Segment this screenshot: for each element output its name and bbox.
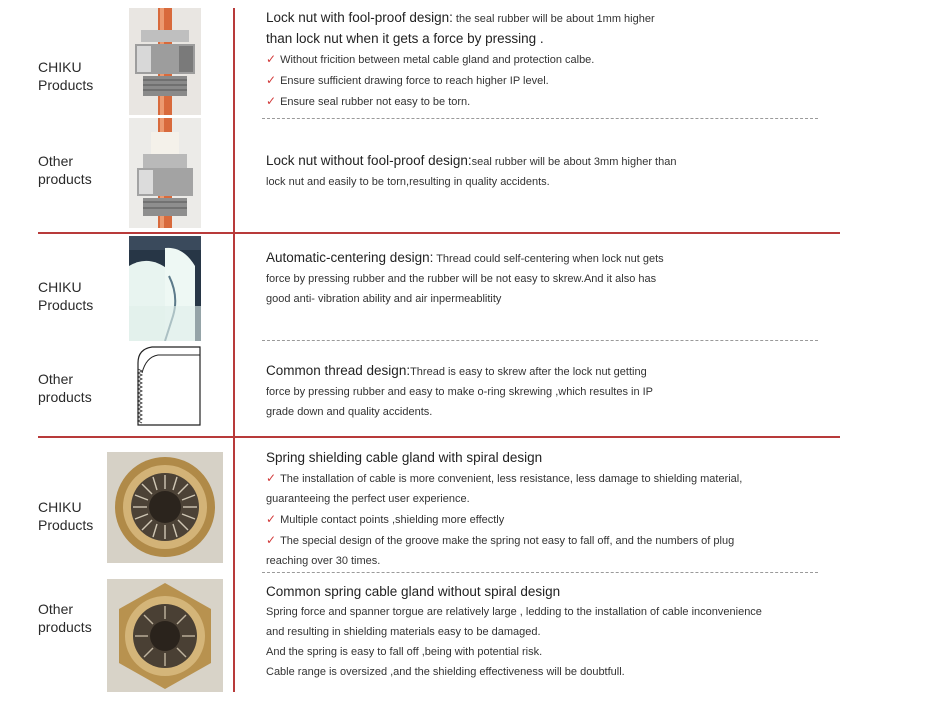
row-divider-2 <box>262 340 818 341</box>
row-divider-3 <box>262 572 818 573</box>
row-label-other-spring: Other products <box>38 601 92 635</box>
check-icon: ✓ <box>266 533 277 547</box>
heading: Lock nut with fool-proof design: <box>266 10 453 25</box>
section-divider-1 <box>38 232 840 234</box>
thread-diagram <box>134 343 202 427</box>
other-thread-text: Common thread design:Thread is easy to skrew after the lock nut getting force by pressing rubber and easy to make o-ring skrewing ,which resultes in IP grade down and quality accidents. <box>266 363 654 418</box>
chiku-spring-gland-photo <box>107 452 223 563</box>
check-icon: ✓ <box>266 512 277 526</box>
other-lock-nut-text: Lock nut without fool-proof design:seal rubber will be about 3mm higher than lock nut and easily to be torn,resulting in quality accidents. <box>266 153 677 188</box>
other-spring-gland-photo <box>107 579 223 692</box>
chiku-lock-nut-text: Lock nut with fool-proof design: the seal rubber will be about 1mm higher than lock nut when it gets a force by pressing . ✓ Without fricition between metal cable gland and protection calbe. ✓ Ensure sufficient drawing force to reach higher IP level. ✓ Ensure seal rubber not easy to be torn. <box>266 10 655 108</box>
heading: Common thread design: <box>266 363 411 378</box>
row-label-chiku-spring: CHIKU Products <box>38 499 94 533</box>
check-icon: ✓ <box>266 52 277 66</box>
heading: Common spring cable gland without spiral design <box>266 584 561 599</box>
heading: Lock nut without fool-proof design: <box>266 153 472 168</box>
heading: Automatic-centering design: <box>266 250 434 265</box>
chiku-spring-text: Spring shielding cable gland with spiral design ✓ The installation of cable is more convenient, less resistance, less damage to shielding material, guaranteeing the perfect user experience. ✓ Multiple contact points ,shielding more effectly ✓ The special design of the groove make the spring not easy to fall off, and the numbers of plug reaching over 30 times. <box>266 448 836 571</box>
chiku-lock-nut-photo <box>129 8 201 115</box>
vertical-divider-middle <box>233 234 235 436</box>
row-label-chiku-lock-nut: CHIKU Products <box>38 59 94 93</box>
row-label-chiku-thread: CHIKU Products <box>38 279 94 313</box>
row-label-other-lock-nut: Other products <box>38 153 92 187</box>
chiku-thread-photo <box>129 236 201 341</box>
section-divider-2 <box>38 436 840 438</box>
vertical-divider-top <box>233 8 235 232</box>
chiku-thread-text: Automatic-centering design: Thread could self-centering when lock nut gets force by pressing rubber and the rubber will be not easy to skrew.And it also has good anti- vibration ability and air inpermeablitity <box>266 250 664 305</box>
vertical-divider-bottom <box>233 438 235 692</box>
row-label-other-thread: Other products <box>38 371 92 405</box>
check-icon: ✓ <box>266 94 277 108</box>
other-lock-nut-photo <box>129 118 201 228</box>
check-icon: ✓ <box>266 471 277 485</box>
check-icon: ✓ <box>266 73 277 87</box>
heading: Spring shielding cable gland with spiral design <box>266 450 543 465</box>
other-spring-text: Common spring cable gland without spiral design Spring force and spanner torgue are relatively large , ledding to the installation of cable inconvenience and resulting in shielding materials easy to be damaged. And the spring is easy to fall off ,being with potential risk. Cable range is oversized ,and the shielding effectiveness will be doubtfull. <box>266 582 836 682</box>
row-divider-1 <box>262 118 818 119</box>
